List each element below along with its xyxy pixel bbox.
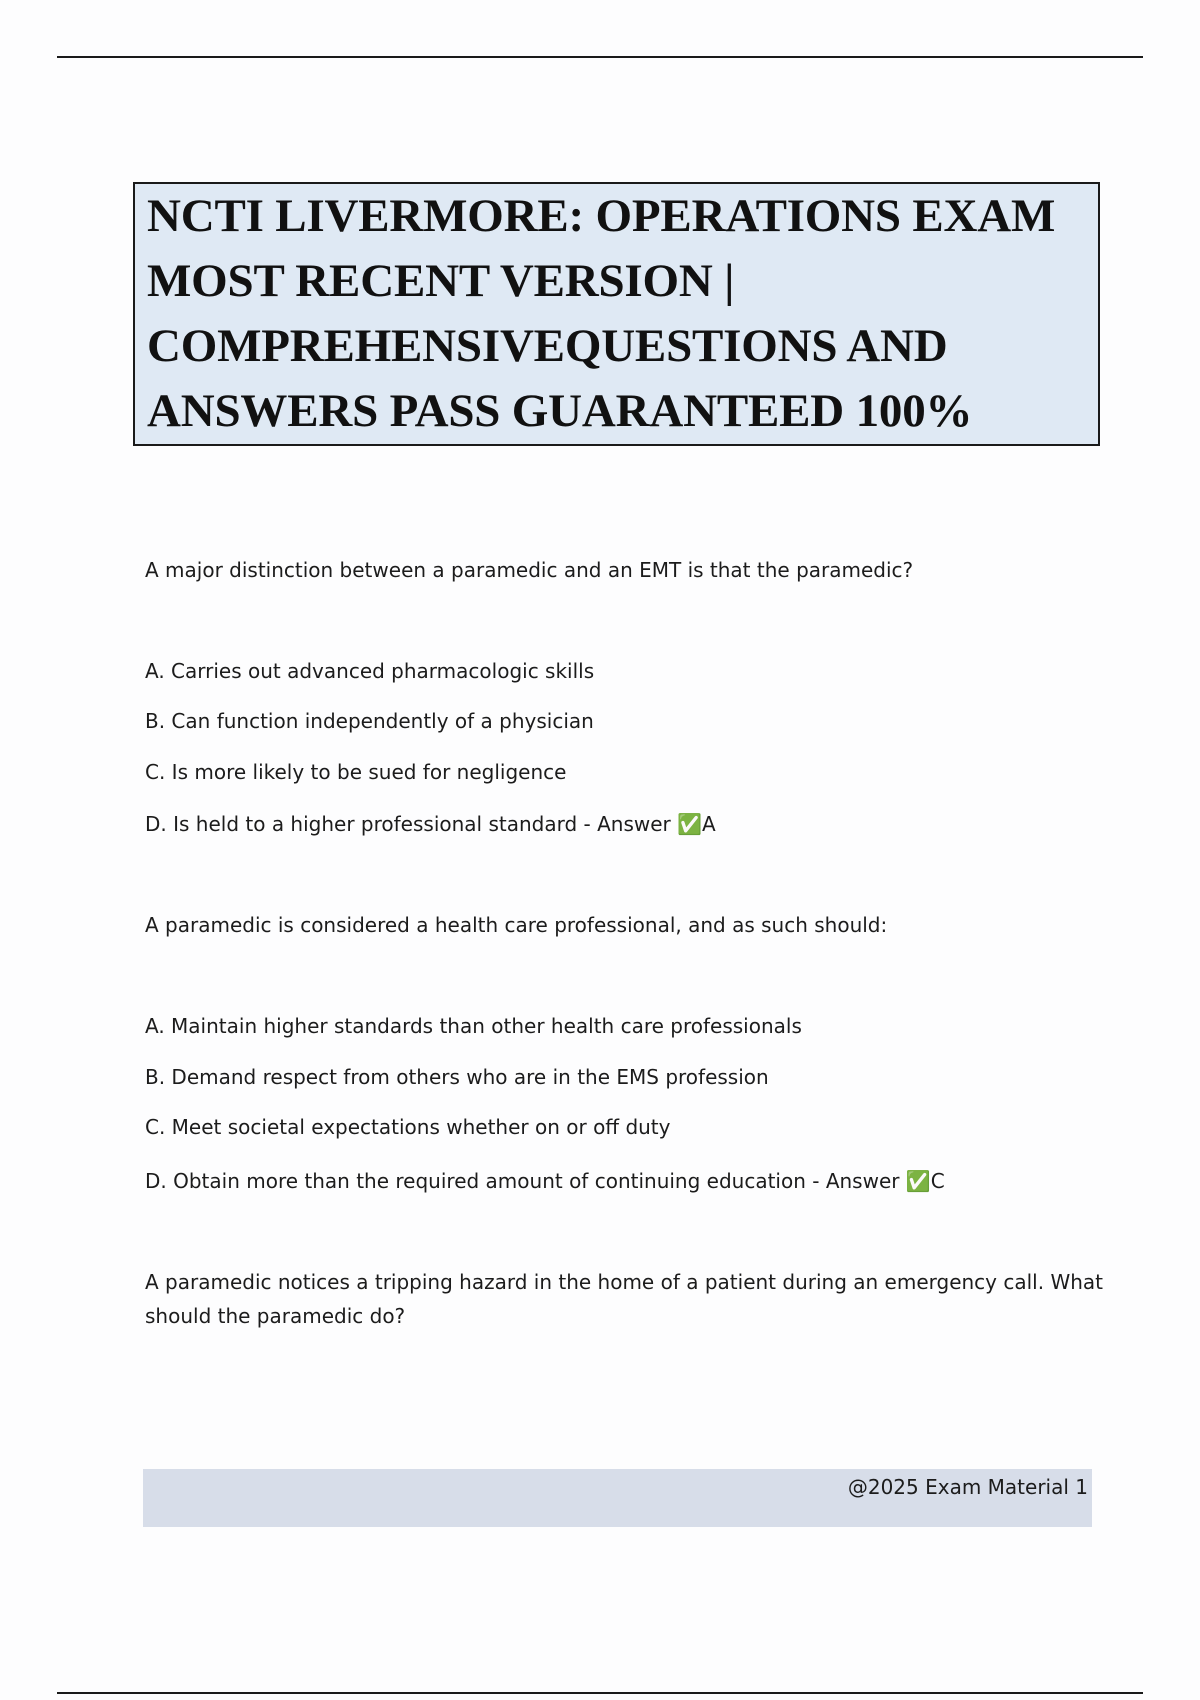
question-2-option-b: B. Demand respect from others who are in the EMS profession	[145, 1065, 769, 1089]
question-2-option-a: A. Maintain higher standards than other health care professionals	[145, 1014, 802, 1038]
question-2-option-c: C. Meet societal expectations whether on or off duty	[145, 1115, 671, 1139]
bottom-rule	[57, 1692, 1143, 1694]
question-1-option-c: C. Is more likely to be sued for negligence	[145, 760, 567, 784]
footer-band	[143, 1469, 1092, 1527]
question-1: A major distinction between a paramedic and an EMT is that the paramedic?	[145, 558, 914, 582]
document-title: NCTI LIVERMORE: OPERATIONS EXAM MOST RECENT VERSION | COMPREHENSIVEQUESTIONS AND ANSWERS PASS GUARANTEED 100%	[147, 190, 1056, 437]
question-1-option-b: B. Can function independently of a physician	[145, 709, 594, 733]
question-1-option-a: A. Carries out advanced pharmacologic skills	[145, 659, 595, 683]
title-box	[133, 182, 1100, 446]
top-rule	[57, 56, 1143, 58]
question-3: A paramedic notices a tripping hazard in the home of a patient during an emergency call. What should the paramedic do?	[145, 1270, 1103, 1328]
question-1-option-d: D. Is held to a higher professional standard - Answer ✅A	[145, 812, 716, 836]
question-2: A paramedic is considered a health care professional, and as such should:	[145, 913, 888, 937]
footer-text: @2025 Exam Material 1	[847, 1475, 1088, 1499]
question-2-option-d: D. Obtain more than the required amount of continuing education - Answer ✅C	[145, 1169, 945, 1193]
